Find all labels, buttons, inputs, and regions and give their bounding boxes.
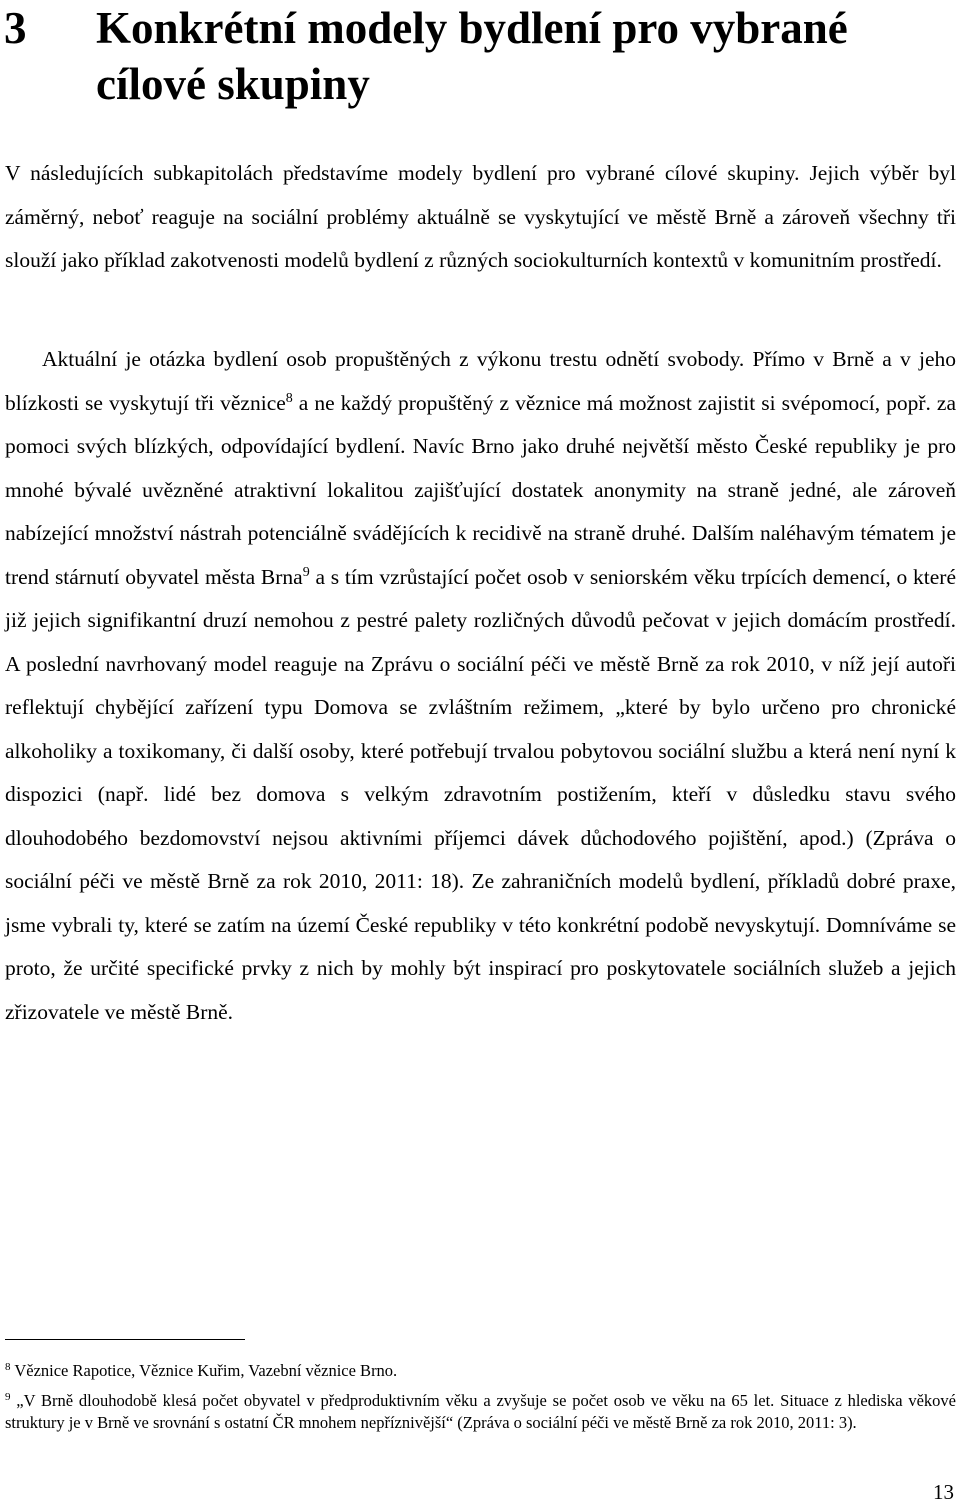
main-paragraph-part-1: Aktuální je otázka bydlení osob propuštěných z výkonu trestu odnětí svobody. Přímo v Brně a v jeho blízkosti se vyskytují tři věznice [5,347,956,415]
main-paragraph-part-3: a s tím vzrůstající počet osob v seniorském věku trpících demencí, o které již jejich signifikantní druzí nemohou z pestré palety rozličných důvodů pečovat v jejich domácím prostředí. A poslední navrhovaný model reaguje na Zprávu o sociální péči ve městě Brně za rok 2010, v níž její autoři reflektují chybějící zařízení typu Domova se zvláštním režimem, „které by bylo určeno pro chronické alkoholiky a toxikomany, či další osoby, které potřebují trvalou pobytovou sociální službu a která není nyní k dispozici (např. lidé bez domova s velkým zdravotním postižením, kteří v důsledku stavu svého dlouhodobého bezdomovství nejsou aktivními příjemci dávek důchodového pojištění, apod.) (Zpráva o sociální péči ve městě Brně za rok 2010, 2011: 18). Ze zahraničních modelů bydlení, příkladů dobré praxe, jsme vybrali ty, které se zatím na území České republiky v této konkrétní podobě nevyskytují. Domníváme se proto, že určité specifické prvky z nich by mohly být inspirací pro poskytovatele sociálních služeb a jejich zřizovatele ve městě Brně. [5,564,957,1024]
chapter-number: 3 [4,3,27,53]
main-paragraph [5,338,956,1034]
footnote-9 [5,1390,956,1434]
page-number: 13 [933,1480,954,1504]
chapter-title: Konkrétní modely bydlení pro vybrané cílové skupiny [96,3,848,109]
footnote-ref-9[interactable]: 9 [302,564,310,580]
footnote-8-mark: 8 [5,1361,11,1373]
footnote-8-text: Věznice Rapotice, Věznice Kuřim, Vazební věznice Brno. [10,1361,398,1380]
footnote-8 [5,1360,956,1382]
intro-paragraph: V následujících subkapitolách představíme modely bydlení pro vybrané cílové skupiny. Jejich výběr byl záměrný, neboť reaguje na sociální problémy aktuálně se vyskytující ve městě Brně a zároveň všechny tři slouží jako příklad zakotvenosti modelů bydlení z různých sociokulturních kontextů v komunitním prostředí. [5,161,956,272]
main-paragraph-part-2: a ne každý propuštěný z věznice má možnost zajistit si svépomocí, popř. za pomoci svých blízkých, odpovídající bydlení. Navíc Brno jako druhé největší město České republiky je pro mnohé bývalé uvězněné atraktivní lokalitou zajišťující dostatek anonymity na straně jedné, ale zároveň nabízející množství nástrah potenciálně svádějících k recidivě na straně druhé. Dalším naléhavým tématem je trend stárnutí obyvatel města Brna [5,390,956,589]
footnote-ref-8[interactable]: 8 [285,390,293,406]
footnote-9-mark: 9 [5,1391,11,1403]
footnote-9-text: „V Brně dlouhodobě klesá počet obyvatel v předproduktivním věku a zvyšuje se počet osob ve věku na 65 let. Situace z hlediska věkové struktury je v Brně ve srovnání s ostatní ČR mnohem nepříznivější“ (Zpráva o sociální péči ve městě Brně za rok 2010, 2011: 3). [5,1391,956,1432]
footnote-separator [5,1339,245,1340]
